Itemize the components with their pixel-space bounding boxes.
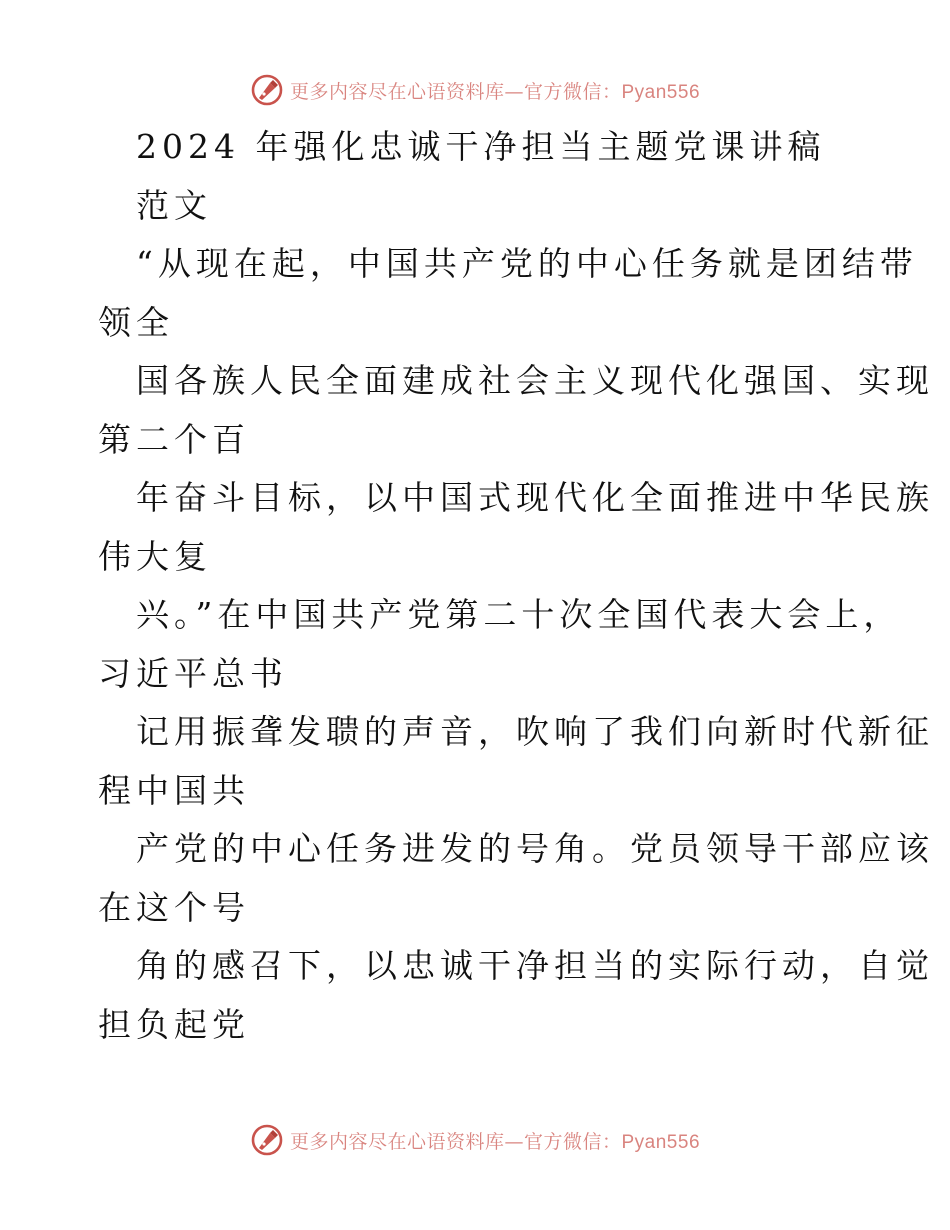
paragraph-line: 国各族人民全面建成社会主义现代化强国、实现	[136, 361, 934, 400]
paragraph-line: 在这个号	[98, 887, 250, 927]
document-body	[98, 118, 934, 1054]
watermark-text: 更多内容尽在心语资料库—官方微信：Pyan556	[289, 1130, 701, 1153]
footer-watermark	[0, 1120, 950, 1160]
watermark-wechat-id: Pyan556	[621, 1131, 701, 1153]
paragraph-line: 记用振聋发聩的声音，吹响了我们向新时代新征	[136, 712, 934, 751]
paragraph-line: 第二个百	[98, 419, 250, 459]
pen-nib-logo-icon	[250, 1123, 284, 1157]
paragraph-line: 产党的中心任务进发的号角。党员领导干部应该	[136, 829, 934, 868]
watermark-wechat-id: Pyan556	[621, 81, 701, 103]
document-title-line-2: 范文	[136, 185, 212, 225]
paragraph-line: “从现在起，中国共产党的中心任务就是团结带	[136, 244, 918, 283]
paragraph-line: 程中国共	[98, 770, 250, 810]
paragraph-line: 习近平总书	[98, 653, 288, 693]
pen-nib-logo-icon	[250, 73, 284, 107]
paragraph-line: 角的感召下，以忠诚干净担当的实际行动，自觉	[136, 946, 934, 985]
paragraph-line: 兴。”在中国共产党第二十次全国代表大会上，	[136, 595, 902, 634]
paragraph-line: 领全	[98, 302, 174, 342]
document-title-line-1: 2024 年强化忠诚干净担当主题党课讲稿	[136, 127, 826, 166]
header-watermark	[0, 70, 950, 110]
paragraph-line: 担负起党	[98, 1004, 250, 1044]
paragraph-line: 伟大复	[98, 536, 212, 576]
paragraph-line: 年奋斗目标，以中国式现代化全面推进中华民族	[136, 478, 934, 517]
watermark-text: 更多内容尽在心语资料库—官方微信：Pyan556	[289, 80, 701, 103]
